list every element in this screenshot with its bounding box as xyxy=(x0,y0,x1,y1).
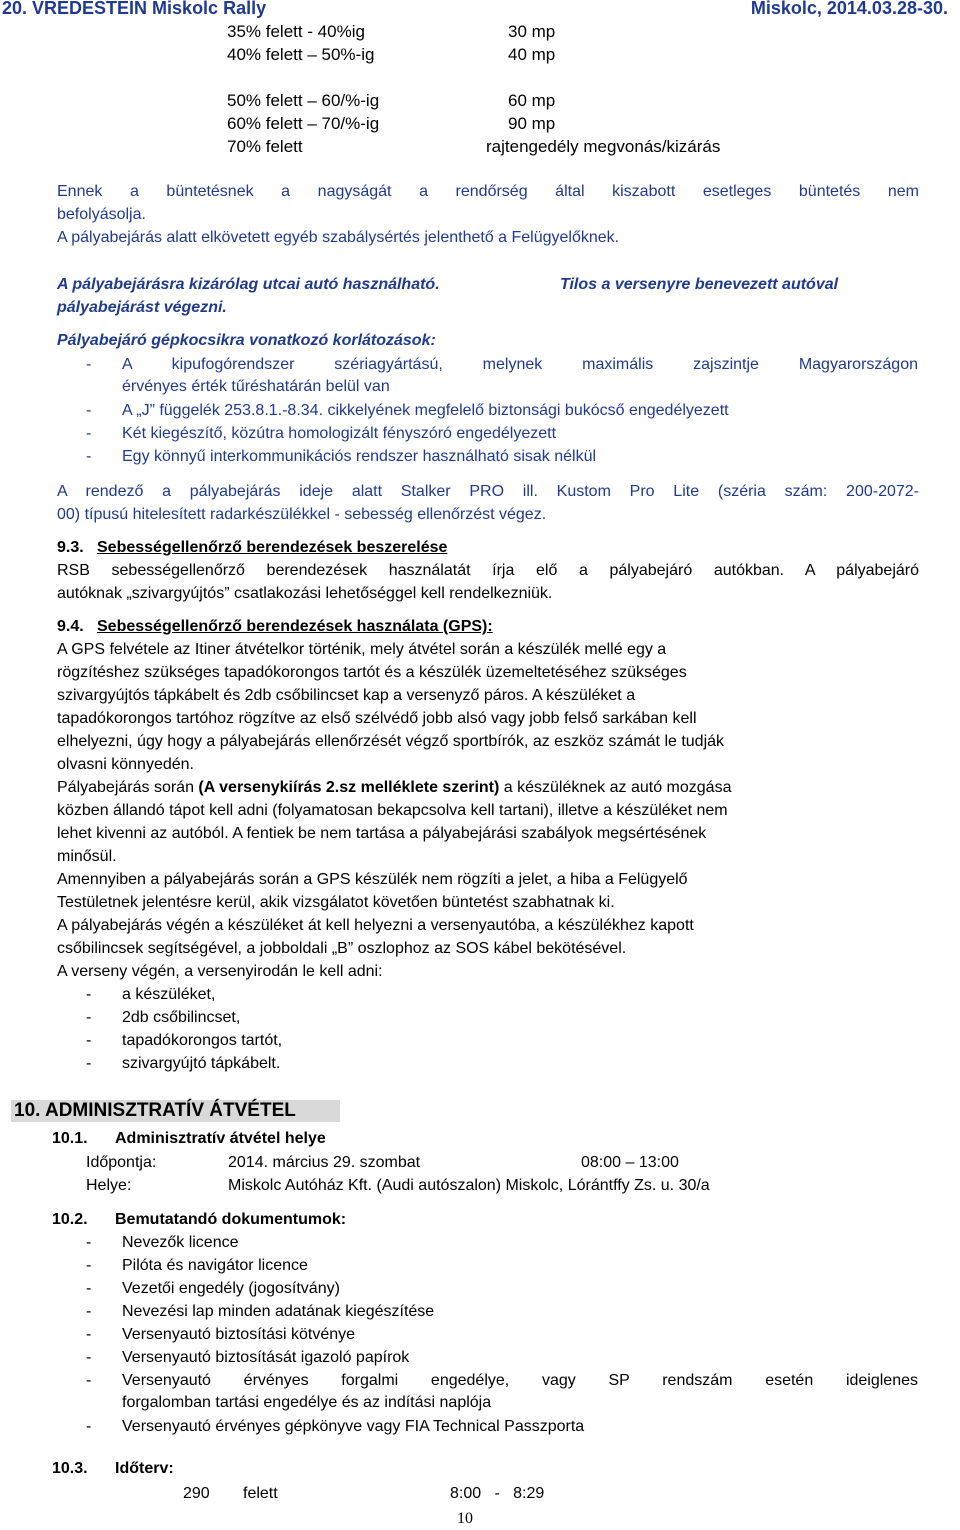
gps-power-line: közben állandó tápot kell adni (folyamatosan bekapcsolva kell tartani), illetve a készüléket nem xyxy=(57,802,728,819)
return-item: 2db csőbilincset, xyxy=(122,1009,241,1026)
list-dash: - xyxy=(86,356,92,373)
section-number: 9.4. xyxy=(57,618,84,635)
time-date: 2014. március 29. szombat xyxy=(228,1154,421,1171)
penalty-range: 70% felett xyxy=(227,137,303,156)
document-item: Versenyautó érvényes forgalmi engedélye, vagy SP rendszám esetén ideiglenes xyxy=(122,1372,918,1389)
gps-rule-line: A pályabejárás végén a készüléket át kell helyezni a versenyautóba, a készülékhez kapott xyxy=(57,917,694,934)
gps-paragraph-line: elhelyezni, úgy hogy a pályabejárás ellenőrzését végző sportbírók, az eszköz számát le tudják xyxy=(57,733,725,750)
list-dash: - xyxy=(86,986,92,1003)
gps-paragraph-line: szivargyújtós tápkábelt és 2db csőbilincset kap a versenyző páros. A készüléket a xyxy=(57,687,636,704)
document-item: Versenyautó biztosítási kötvénye xyxy=(122,1326,356,1343)
list-dash: - xyxy=(86,425,92,442)
time-label: Időpontja: xyxy=(86,1154,157,1171)
list-dash: - xyxy=(86,1280,92,1297)
running-header-right: Miskolc, 2014.03.28-30. xyxy=(750,0,948,18)
penalty-value: 60 mp xyxy=(508,91,556,110)
document-item-end: forgalomban tartási engedélye és az indítási naplója xyxy=(122,1394,492,1411)
police-penalty-note: Ennek a büntetésnek a nagyságát a rendőrség által kiszabott esetleges büntetés nem xyxy=(57,183,919,200)
section-title-10-1: Adminisztratív átvétel helye xyxy=(115,1130,326,1147)
gps-rule-line: A verseny végén, a versenyirodán le kell adni: xyxy=(57,963,383,980)
gps-power-post: a készüléknek az autó mozgása xyxy=(499,779,732,796)
radar-note-end: 00) típusú hitelesített radarkészülékkel - sebesség ellenőrzést végez. xyxy=(57,506,547,523)
return-item: tapadókorongos tartót, xyxy=(122,1032,283,1049)
other-violations-note: A pályabejárás alatt elkövetett egyéb szabálysértés jelenthető a Felügyelőknek. xyxy=(57,229,620,246)
gps-power-ref: (A versenykiírás 2.sz melléklete szerint) xyxy=(198,779,500,796)
return-item: a készüléket, xyxy=(122,986,216,1003)
recce-car-rule: A pályabejárásra kizárólag utcai autó használható. xyxy=(57,276,440,293)
list-dash: - xyxy=(86,1055,92,1072)
section-number: 10.1. xyxy=(52,1130,88,1147)
document-item: Vezetői engedély (jogosítvány) xyxy=(122,1280,340,1297)
section-number: 9.3. xyxy=(57,539,84,556)
list-dash: - xyxy=(86,1032,92,1049)
restriction-lights: Két kiegészítő, közútra homologizált fényszóró engedélyezett xyxy=(122,425,557,442)
restrictions-title: Pályabejáró gépkocsikra vonatkozó korlátozások: xyxy=(57,332,436,349)
restriction-intercom: Egy könnyű interkommunikációs rendszer használható sisak nélkül xyxy=(122,448,597,465)
page-number: 10 xyxy=(457,1510,473,1527)
penalty-range: 35% felett - 40%ig xyxy=(227,22,365,41)
section-number: 10.2. xyxy=(52,1211,88,1228)
section-heading-10: 10. ADMINISZTRATÍV ÁTVÉTEL xyxy=(14,1100,296,1121)
gps-power-line: minősül. xyxy=(57,848,117,865)
document-item: Pilóta és navigátor licence xyxy=(122,1257,308,1274)
list-dash: - xyxy=(86,402,92,419)
place-label: Helye: xyxy=(86,1177,132,1194)
gps-paragraph-line: tapadókorongos tartóhoz rögzítve az első szélvédő jobb alsó vagy jobb felső sarkában kell xyxy=(57,710,697,727)
penalty-range: 40% felett – 50%-ig xyxy=(227,45,375,64)
section-number: 10.3. xyxy=(52,1460,88,1477)
document-item: Nevezők licence xyxy=(122,1234,239,1251)
penalty-range: 60% felett – 70/%-ig xyxy=(227,114,380,133)
time-hours: 08:00 – 13:00 xyxy=(581,1154,679,1171)
section-title-9-4: Sebességellenőrző berendezések használata (GPS): xyxy=(97,618,493,635)
recce-car-prohibition-end: pályabejárást végezni. xyxy=(57,299,227,316)
gps-paragraph-line: A GPS felvétele az Itiner átvételkor történik, mely átvétel során a készülék mellé egy a xyxy=(57,641,667,658)
schedule-time: 8:00 - 8:29 xyxy=(450,1485,545,1502)
section-title-9-3: Sebességellenőrző berendezések beszerelése xyxy=(97,539,448,556)
penalty-range: 50% felett – 60/%-ig xyxy=(227,91,380,110)
gps-rule-line: csőbilincsek segítségével, a jobboldali „B” oszlophoz az SOS kábel bekötésével. xyxy=(57,940,627,957)
restriction-exhaust: A kipufogórendszer szériagyártású, melynek maximális zajszintje Magyarországon xyxy=(122,356,918,373)
list-dash: - xyxy=(86,1418,92,1435)
gps-paragraph-line: rögzítéshez szükséges tapadókorongos tartót és a készülék üzemeltetéséhez szükséges xyxy=(57,664,687,681)
list-dash: - xyxy=(86,1234,92,1251)
radar-note: A rendező a pályabejárás ideje alatt Stalker PRO ill. Kustom Pro Lite (széria szám: 200-2072- xyxy=(57,483,919,500)
running-header-left: 20. VREDESTEIN Miskolc Rally xyxy=(2,0,267,18)
recce-car-prohibition: Tilos a versenyre benevezett autóval xyxy=(560,276,839,293)
list-dash: - xyxy=(86,1372,92,1389)
penalty-value: 40 mp xyxy=(508,45,556,64)
section-title-10-3: Időterv: xyxy=(115,1460,174,1477)
place-value: Miskolc Autóház Kft. (Audi autószalon) Miskolc, Lórántffy Zs. u. 30/a xyxy=(228,1177,710,1194)
gps-rule-line: Amennyiben a pályabejárás során a GPS készülék nem rögzíti a jelet, a hiba a Felügyelő xyxy=(57,871,688,888)
schedule-label: felett xyxy=(243,1485,278,1502)
police-penalty-note-end: befolyásolja. xyxy=(57,206,146,223)
document-item: Versenyautó érvényes gépkönyve vagy FIA Technical Passzporta xyxy=(122,1418,585,1435)
gps-paragraph-line: olvasni könnyedén. xyxy=(57,756,194,773)
list-dash: - xyxy=(86,1349,92,1366)
schedule-number: 290 xyxy=(183,1485,210,1502)
gps-power-line xyxy=(57,778,731,798)
document-item: Nevezési lap minden adatának kiegészítése xyxy=(122,1303,435,1320)
list-dash: - xyxy=(86,1009,92,1026)
gps-power-line: lehet kivenni az autóból. A fentiek be nem tartása a pályabejárási szabályok megsértésének xyxy=(57,825,707,842)
penalty-value: 30 mp xyxy=(508,22,556,41)
penalty-value: 90 mp xyxy=(508,114,556,133)
gps-rule-line: Testületnek jelentésre kerül, akik vizsgálatot követően büntetést szabhatnak ki. xyxy=(57,894,615,911)
rsb-requirement-end: autóknak „szivargyújtós” csatlakozási lehetőséggel kell rendelkezniük. xyxy=(57,585,553,602)
list-dash: - xyxy=(86,1257,92,1274)
return-item: szivargyújtó tápkábelt. xyxy=(122,1055,281,1072)
section-title-10-2: Bemutatandó dokumentumok: xyxy=(115,1211,347,1228)
list-dash: - xyxy=(86,1303,92,1320)
restriction-exhaust-end: érvényes érték tűréshatárán belül van xyxy=(122,378,390,395)
list-dash: - xyxy=(86,1326,92,1343)
penalty-value: rajtengedély megvonás/kizárás xyxy=(486,137,721,156)
rsb-requirement: RSB sebességellenőrző berendezések használatát írja elő a pályabejáró autókban. A pályabejáró xyxy=(57,562,919,579)
list-dash: - xyxy=(86,448,92,465)
document-item: Versenyautó biztosítását igazoló papírok xyxy=(122,1349,410,1366)
restriction-rollcage: A „J” függelék 253.8.1.-8.34. cikkelyének megfelelő biztonsági bukócső engedélyezett xyxy=(122,402,729,419)
gps-power-pre: Pályabejárás során xyxy=(57,779,199,796)
